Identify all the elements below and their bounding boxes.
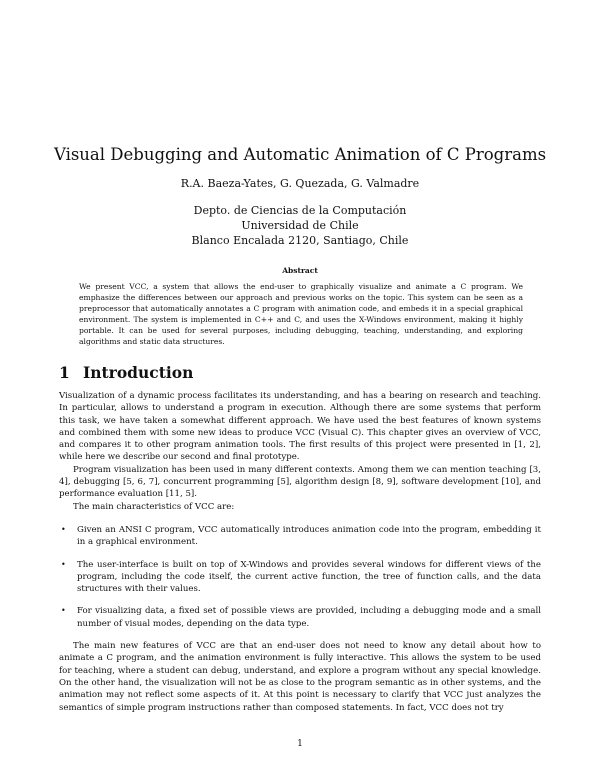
bullet-marker: • bbox=[61, 559, 66, 569]
bullet-marker: • bbox=[61, 606, 66, 616]
paragraph: Program visualization has been used in many different contexts. Among them we can mention teaching [3, 4], debugging [5, 6, 7], concurrent programming [5], algorithm design [8, 9], software development [10], and performance evaluation [11, 5]. bbox=[59, 464, 541, 500]
paragraph: The main new features of VCC are that an end-user does not need to know any detail about how to animate a C program, and the animation environment is fully interactive. This allows the system to be used for teaching, where a student can debug, understand, and explore a program without any special knowledge. On the other hand, the visualization will not be as close to the program semantic as in other systems, and the animation may not reflect some aspects of it. At this point is necessary to clarify that VCC just analyzes the semantics of simple program instructions rather than composed statements. In fact, VCC does not try bbox=[59, 641, 541, 713]
list-item bbox=[59, 559, 541, 596]
list-item bbox=[59, 524, 541, 549]
affiliation-department: Depto. de Ciencias de la Computación bbox=[193, 204, 407, 217]
section-heading bbox=[59, 363, 193, 382]
paper-title: Visual Debugging and Automatic Animation of C Programs bbox=[53, 145, 547, 164]
author-list: R.A. Baeza-Yates, G. Quezada, G. Valmadre bbox=[180, 177, 420, 190]
list-item-text: The user-interface is built on top of X-Windows and provides several windows for different views of the program, including the code itself, the current active function, the tree of function calls, and the data structures with their values. bbox=[77, 559, 541, 595]
abstract-heading: Abstract bbox=[282, 266, 318, 275]
paragraph: The main characteristics of VCC are: bbox=[73, 501, 235, 512]
paragraph: Visualization of a dynamic process facilitates its understanding, and has a bearing on research and teaching. In particular, allows to understand a program in execution. Although there are some systems that perform this task, we have taken a somewhat different approach. We have used the best features of known systems and combined them with some new ideas to produce VCC (Visual C). This chapter gives an overview of VCC, and compares it to other program animation tools. The first results of this project were presented in [1, 2], while here we describe our second and final prototype. bbox=[59, 391, 541, 463]
section-title: Introduction bbox=[83, 363, 194, 382]
section-number: 1 bbox=[59, 363, 70, 382]
abstract-text: We present VCC, a system that allows the end-user to graphically visualize and animate a C program. We emphasize the differences between our approach and previous works on the topic. This system can be seen as a preprocessor that automatically annotates a C program with animation code, and embeds it in a special graphical environment. The system is implemented in C++ and C, and uses the X-Windows environment, making it highly portable. It can be used for several purposes, including debugging, teaching, understanding, and exploring algorithms and static data structures. bbox=[79, 282, 523, 346]
bullet-marker: • bbox=[61, 524, 66, 534]
section-body bbox=[59, 390, 541, 714]
affiliation-block bbox=[0, 203, 600, 248]
characteristics-list bbox=[59, 524, 541, 630]
page-number: 1 bbox=[297, 739, 303, 749]
list-item bbox=[59, 605, 541, 630]
affiliation-address: Blanco Encalada 2120, Santiago, Chile bbox=[191, 234, 409, 247]
affiliation-university: Universidad de Chile bbox=[241, 219, 359, 232]
list-item-text: Given an ANSI C program, VCC automatically introduces animation code into the program, embedding it in a graphical environment. bbox=[77, 524, 541, 548]
list-item-text: For visualizing data, a fixed set of possible views are provided, including a debugging mode and a small number of visual modes, depending on the data type. bbox=[77, 606, 541, 629]
